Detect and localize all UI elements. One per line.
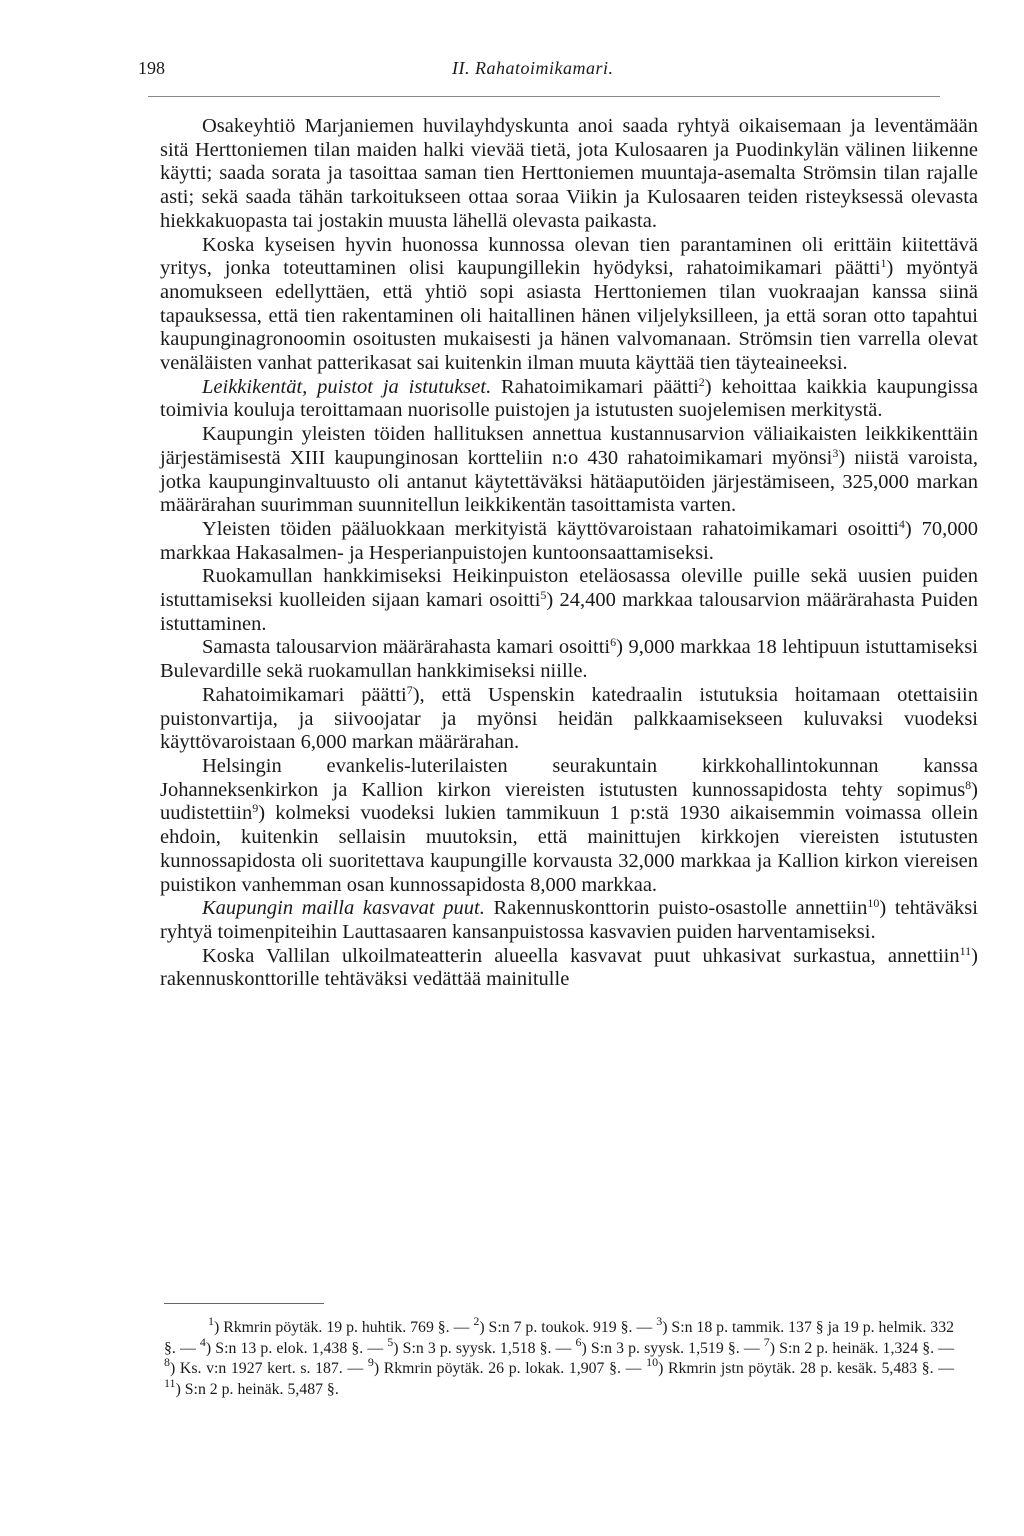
footnote-text: ) Rkmrin pöytäk. 26 p. lokak. 1,907 §. — [373,1360,647,1378]
page-header [138,58,940,88]
footnote-text: ) S:n 7 p. toukok. 919 §. — [479,1319,657,1336]
paragraph-text: Koska Vallilan ulkoilmateatterin alueella kasvavat puut uhkasivat surkastua, annettiin [202,944,960,967]
footnote-text: ) S:n 2 p. heinäk. 5,487 §. [175,1380,339,1398]
paragraph-text: ) kolmeksi vuodeksi lukien tammikuun 1 p:stä 1930 aikaisemmin voimassa ollein ehdoin, kuitenkin sellaisin muutoksin, että mainittujen kirkkojen viereisten istutusten kunnossapidosta oli suoritettava kaupungille korvausta 32,000 markkaa ja Kallion kirkon viereisen puistikon vanhemman osan kunnossapidosta 8,000 markkaa. [160,802,978,896]
footnote-ref: 9 [252,801,259,816]
footnote-text: ) S:n 3 p. syysk. 1,518 §. — [393,1339,576,1357]
paragraph [160,115,978,234]
footnote-text: ) S:n 2 p. heinäk. 1,324 §. — [769,1339,954,1357]
footnote-text: ) Rkmrin jstn pöytäk. 28 p. kesäk. 5,483 §. — [658,1360,954,1378]
footnote-ref: 7 [406,682,413,697]
paragraph-text: Ruokamullan hankkimiseksi Heikinpuiston eteläosassa oleville puille sekä uusien puiden istuttamiseksi kuolleiden sijaan kamari osoitti [160,565,978,612]
paragraph [160,518,978,565]
footnote-text: ) S:n 3 p. syysk. 1,519 §. — [581,1339,764,1357]
paragraph-text: ) 70,000 markkaa Hakasalmen- ja Hesperianpuistojen kuntoonsaattamiseksi. [160,517,979,564]
paragraph-text: Rahatoimikamari päätti [491,375,699,398]
paragraph-text: ) uudistettiin [160,778,978,825]
footnote-ref: 10 [867,896,880,911]
paragraph-text: ) kehoittaa kaikkia kaupungissa toimivia kouluja teroittamaan nuorisolle puistojen ja istutusten suojelemisen merkitystä. [160,375,979,422]
paragraph-text: ) rakennuskonttorille tehtäväksi vedättää mainitulle [160,944,978,991]
footnote-mark: 8 [164,1355,170,1370]
footnote-ref: 11 [959,943,972,958]
footnote-mark: 3 [656,1314,663,1328]
paragraph [160,565,978,636]
paragraph-text: Rakennuskonttorin puisto-osastolle annettiin [484,897,868,920]
page-number: 198 [138,58,165,78]
section-heading: Kaupungin mailla kasvavat puut. [202,897,485,920]
paragraph [160,897,978,944]
paragraph [160,945,978,992]
paragraph [160,755,978,897]
footnote-mark: 10 [646,1355,659,1370]
footnotes [164,1314,955,1400]
paragraph-text: ) myöntyä anomukseen edellyttäen, että yhtiö sopi asiasta Herttoniemen tilan vuokraajan kanssa siinä tapauksessa, että tien rakentaminen oli haitallinen hänen viljelyksilleen, ja että soran otto tapahtui kaupunginagronoomin osoitusten mukaisesti ja hänen valvomanaan. Strömsin tien varrella olevat venäläisten vanhat patterikasat sai kuitenkin ilman muuta käyttää tien täyteaineeksi. [160,257,978,375]
paragraph [160,423,978,518]
footnote-mark: 11 [164,1375,176,1390]
footnote-mark: 4 [199,1334,206,1349]
footnote-rule [164,1303,324,1304]
footnote-ref: 6 [610,635,617,650]
footnote-block [164,1314,955,1400]
footnote-text: ) S:n 18 p. tammik. 137 § ja 19 p. helmik. 332 §. — [164,1319,955,1357]
paragraph-text: ), että Uspenskin katedraalin istutuksia hoitamaan otettaisiin puistonvartija, ja siivoojatar ja myönsi heidän palkkaamisekseen kuluvaksi vuodeksi käyttövaroistaan 6,000 markan määrärahan. [160,683,978,754]
footnote-ref: 8 [965,777,972,792]
paragraph-text: ) 24,400 markkaa talousarvion määrärahasta Puiden istuttaminen. [160,589,979,635]
paragraph-text: Yleisten töiden pääluokkaan merkityistä käyttövaroistaan rahatoimikamari osoitti [202,517,899,540]
footnote-mark: 1 [208,1314,214,1328]
footnote-ref: 2 [698,374,705,389]
paragraph-text: ) niistä varoista, jotka kaupunginvaltuusto oli antanut käytettäväksi hätäaputöiden järjestämiseen, 325,000 markan määrärahan suurimman suunnitellun leikkikentän tasoittamista varten. [160,446,978,517]
paragraph-text: Rahatoimikamari päätti [202,683,407,706]
footnote-mark: 5 [387,1334,394,1349]
paragraph-text: Kaupungin yleisten töiden hallituksen annettua kustannusarvion väliaikaisten leikkikenttäin järjestämisestä XIII kaupunginosan kortteliin n:o 430 rahatoimikamari myönsi [160,423,978,469]
section-heading: Leikkikentät, puistot ja istutukset. [202,375,492,398]
paragraph [160,234,978,376]
paragraph-text: Osakeyhtiö Marjaniemen huvilayhdyskunta anoi saada ryhtyä oikaisemaan ja leventämään sitä Herttoniemen tilan maiden halki vievää tietä, jota Kulosaaren ja Puodinkylän välinen liikenne käytti; saada sorata ja tasoittaa saman tien Herttoniemen muuntaja-asemalta Strömsin tilan rajalle asti; sekä saada tähän tarkoitukseen ottaa soraa Viikin ja Kulosaaren teiden risteyksessä olevasta hiekkakuopasta tai jostakin muusta lähellä olevasta paikasta. [160,115,978,232]
paragraph [160,376,978,423]
paragraph [160,636,978,683]
footnote-mark: 7 [763,1334,770,1349]
footnote-mark: 6 [575,1334,582,1349]
footnote-ref: 4 [898,516,905,531]
footnote-text: ) S:n 13 p. elok. 1,438 §. — [205,1339,388,1357]
footnote-ref: 1 [880,256,887,271]
body-text [160,115,978,992]
paragraph [160,684,978,755]
running-head: II. Rahatoimikamari. [452,58,614,78]
footnote-mark: 9 [367,1355,374,1370]
footnote-text: ) Ks. v:n 1927 kert. s. 187. — [170,1360,368,1378]
header-rule [148,96,940,97]
paragraph-text: Samasta talousarvion määrärahasta kamari osoitti [202,636,611,659]
footnote-text: ) Rkmrin pöytäk. 19 p. huhtik. 769 §. — [214,1319,474,1336]
paragraph-text: ) 9,000 markkaa 18 lehtipuun istuttamiseksi Bulevardille sekä ruokamullan hankkimiseksi niille. [160,636,978,683]
paragraph-text: Koska kyseisen hyvin huonossa kunnossa olevan tien parantaminen oli erittäin kiitettävä yritys, jonka toteuttaminen olisi kaupungillekin hyödyksi, rahatoimikamari päätti [160,233,978,280]
paragraph-text: ) tehtäväksi ryhtyä toimenpiteihin Lauttasaaren kansanpuistossa kasvavien puiden harventamiseksi. [160,897,978,943]
footnote-ref: 5 [540,588,547,603]
paragraph-text: Helsingin evankelis-luterilaisten seurakuntain kirkkohallintokunnan kanssa Johanneksenkirkon ja Kallion kirkon viereisten istutusten kunnossapidosta tehty sopimus [160,754,978,801]
footnote-ref: 3 [832,445,839,460]
footnote-mark: 2 [473,1314,480,1328]
